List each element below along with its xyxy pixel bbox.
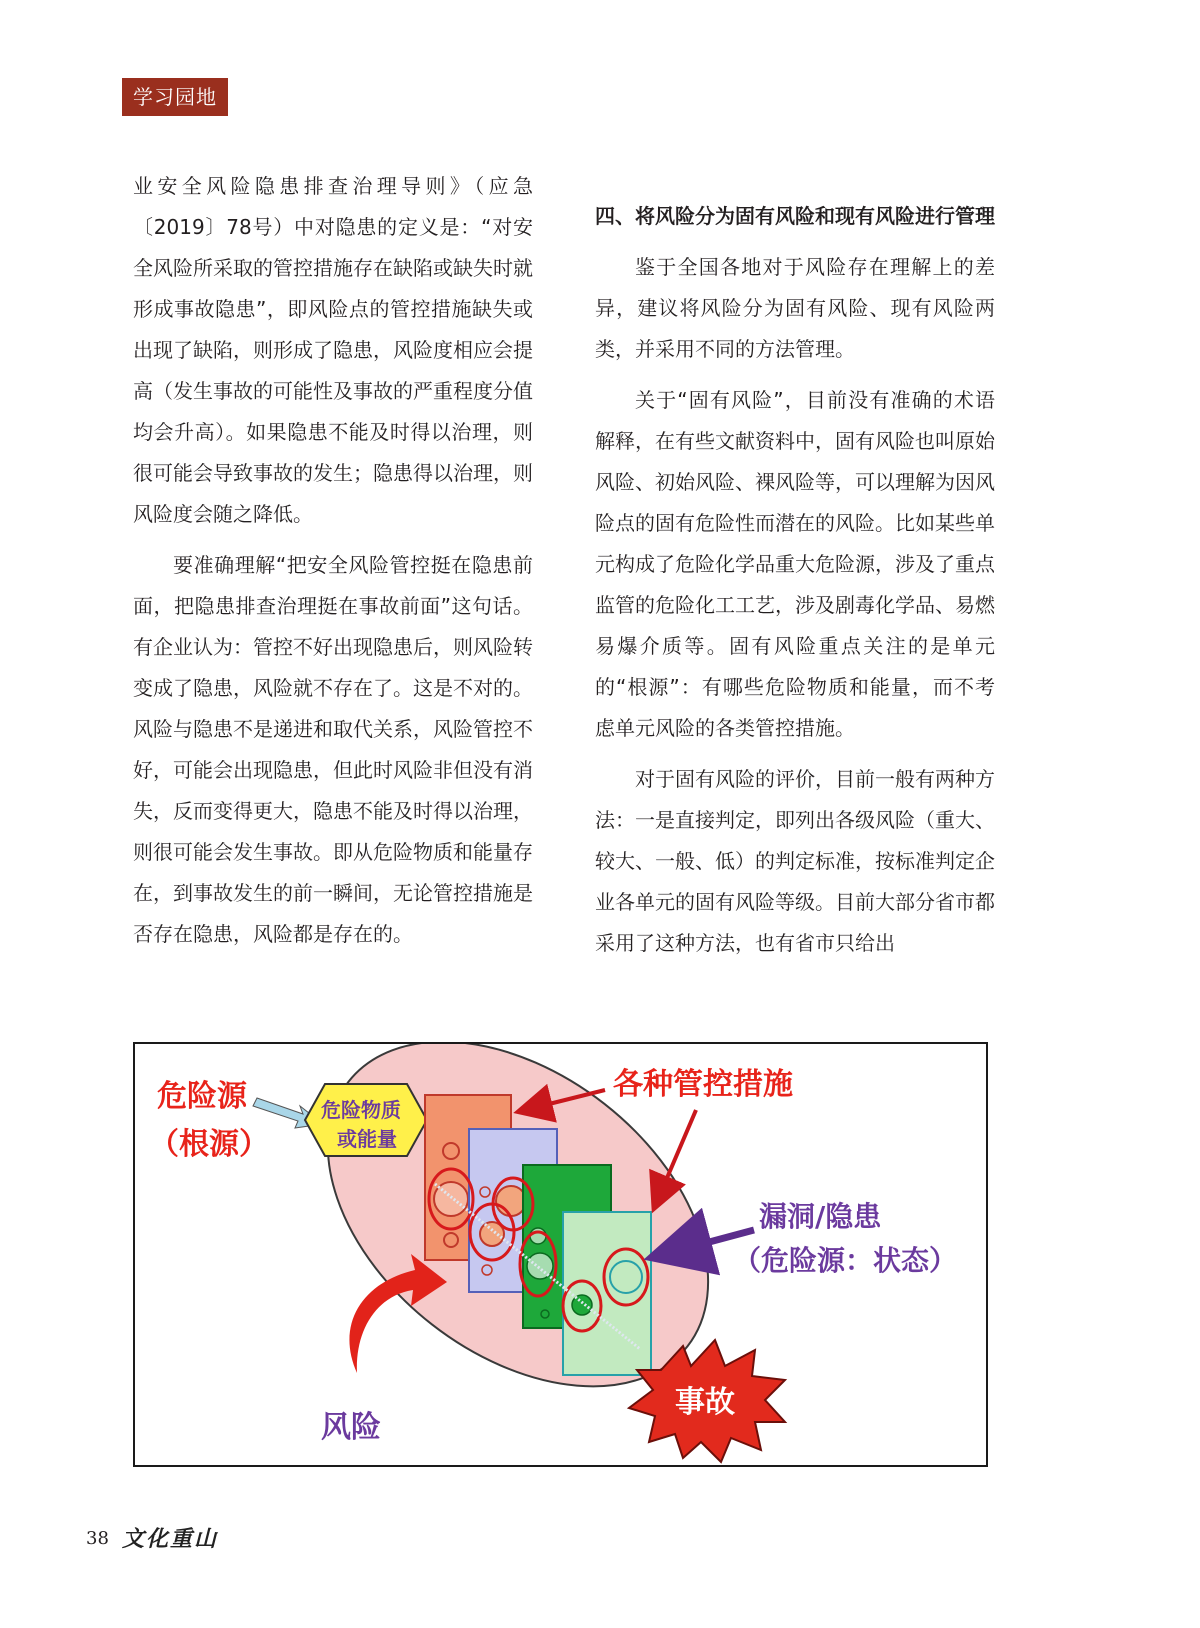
left-column: [133, 166, 533, 955]
swiss-cheese-figure: [133, 1042, 988, 1467]
loophole-label-1: 漏洞/隐患: [759, 1200, 882, 1233]
section-tag: 学习园地: [122, 78, 228, 116]
figure-graphic: [135, 1044, 986, 1465]
loophole-label-2: （危险源：状态）: [733, 1244, 958, 1277]
risk-label: 风险: [321, 1410, 381, 1445]
root-source-label: （根源）: [149, 1127, 269, 1162]
magazine-logo: 文化重山: [122, 1526, 219, 1552]
section-heading: 四、将风险分为固有风险和现有风险进行管理: [595, 204, 995, 228]
hazard-source-label: 危险源: [157, 1079, 247, 1114]
right-paragraph-1: 鉴于全国各地对于风险存在理解上的差异，建议将风险分为固有风险、现有风险两类，并采用不同的方法管理。: [595, 255, 995, 361]
right-paragraph-2: 关于“固有风险”，目前没有准确的术语解释，在有些文献资料中，固有风险也叫原始风险、初始风险、裸风险等，可以理解为因风险点的固有危险性而潜在的风险。比如某些单元构成了危险化学品重大危险源，涉及了重点监管的危险化工工艺，涉及剧毒化学品、易燃易爆介质等。固有风险重点关注的是单元的“根源”：有哪些危险物质和能量，而不考虑单元风险的各类管控措施。: [595, 388, 995, 740]
page-number: 38: [86, 1528, 109, 1549]
left-paragraph-2: 要准确理解“把安全风险管控挺在隐患前面，把隐患排查治理挺在事故前面”这句话。有企业认为：管控不好出现隐患后，则风险转变成了隐患，风险就不存在了。这是不对的。风险与隐患不是递进和取代关系，风险管控不好，可能会出现隐患，但此时风险非但没有消失，反而变得更大，隐患不能及时得以治理，则很可能会发生事故。即从危险物质和能量存在，到事故发生的前一瞬间，无论管控措施是否存在隐患，风险都是存在的。: [133, 553, 533, 946]
dangerous-material-line-1: 危险物质: [321, 1098, 401, 1122]
right-paragraph-3: 对于固有风险的评价，目前一般有两种方法：一是直接判定，即列出各级风险（重大、较大、一般、低）的判定标准，按标准判定企业各单元的固有风险等级。目前大部分省市都采用了这种方法，也有省市只给出: [595, 767, 995, 955]
accident-label: 事故: [675, 1385, 735, 1420]
control-measures-label: 各种管控措施: [613, 1067, 793, 1102]
right-column: [595, 196, 995, 964]
left-paragraph-1: 业安全风险隐患排查治理导则》（应急〔2019〕78号）中对隐患的定义是：“对安全风险所采取的管控措施存在缺陷或缺失时就形成事故隐患”，即风险点的管控措施缺失或出现了缺陷，则形成了隐患，风险度相应会提高（发生事故的可能性及事故的严重程度分值均会升高）。如果隐患不能及时得以治理，则很可能会导致事故的发生；隐患得以治理，则风险度会随之降低。: [133, 174, 533, 526]
dangerous-material-line-2: 或能量: [337, 1127, 397, 1151]
